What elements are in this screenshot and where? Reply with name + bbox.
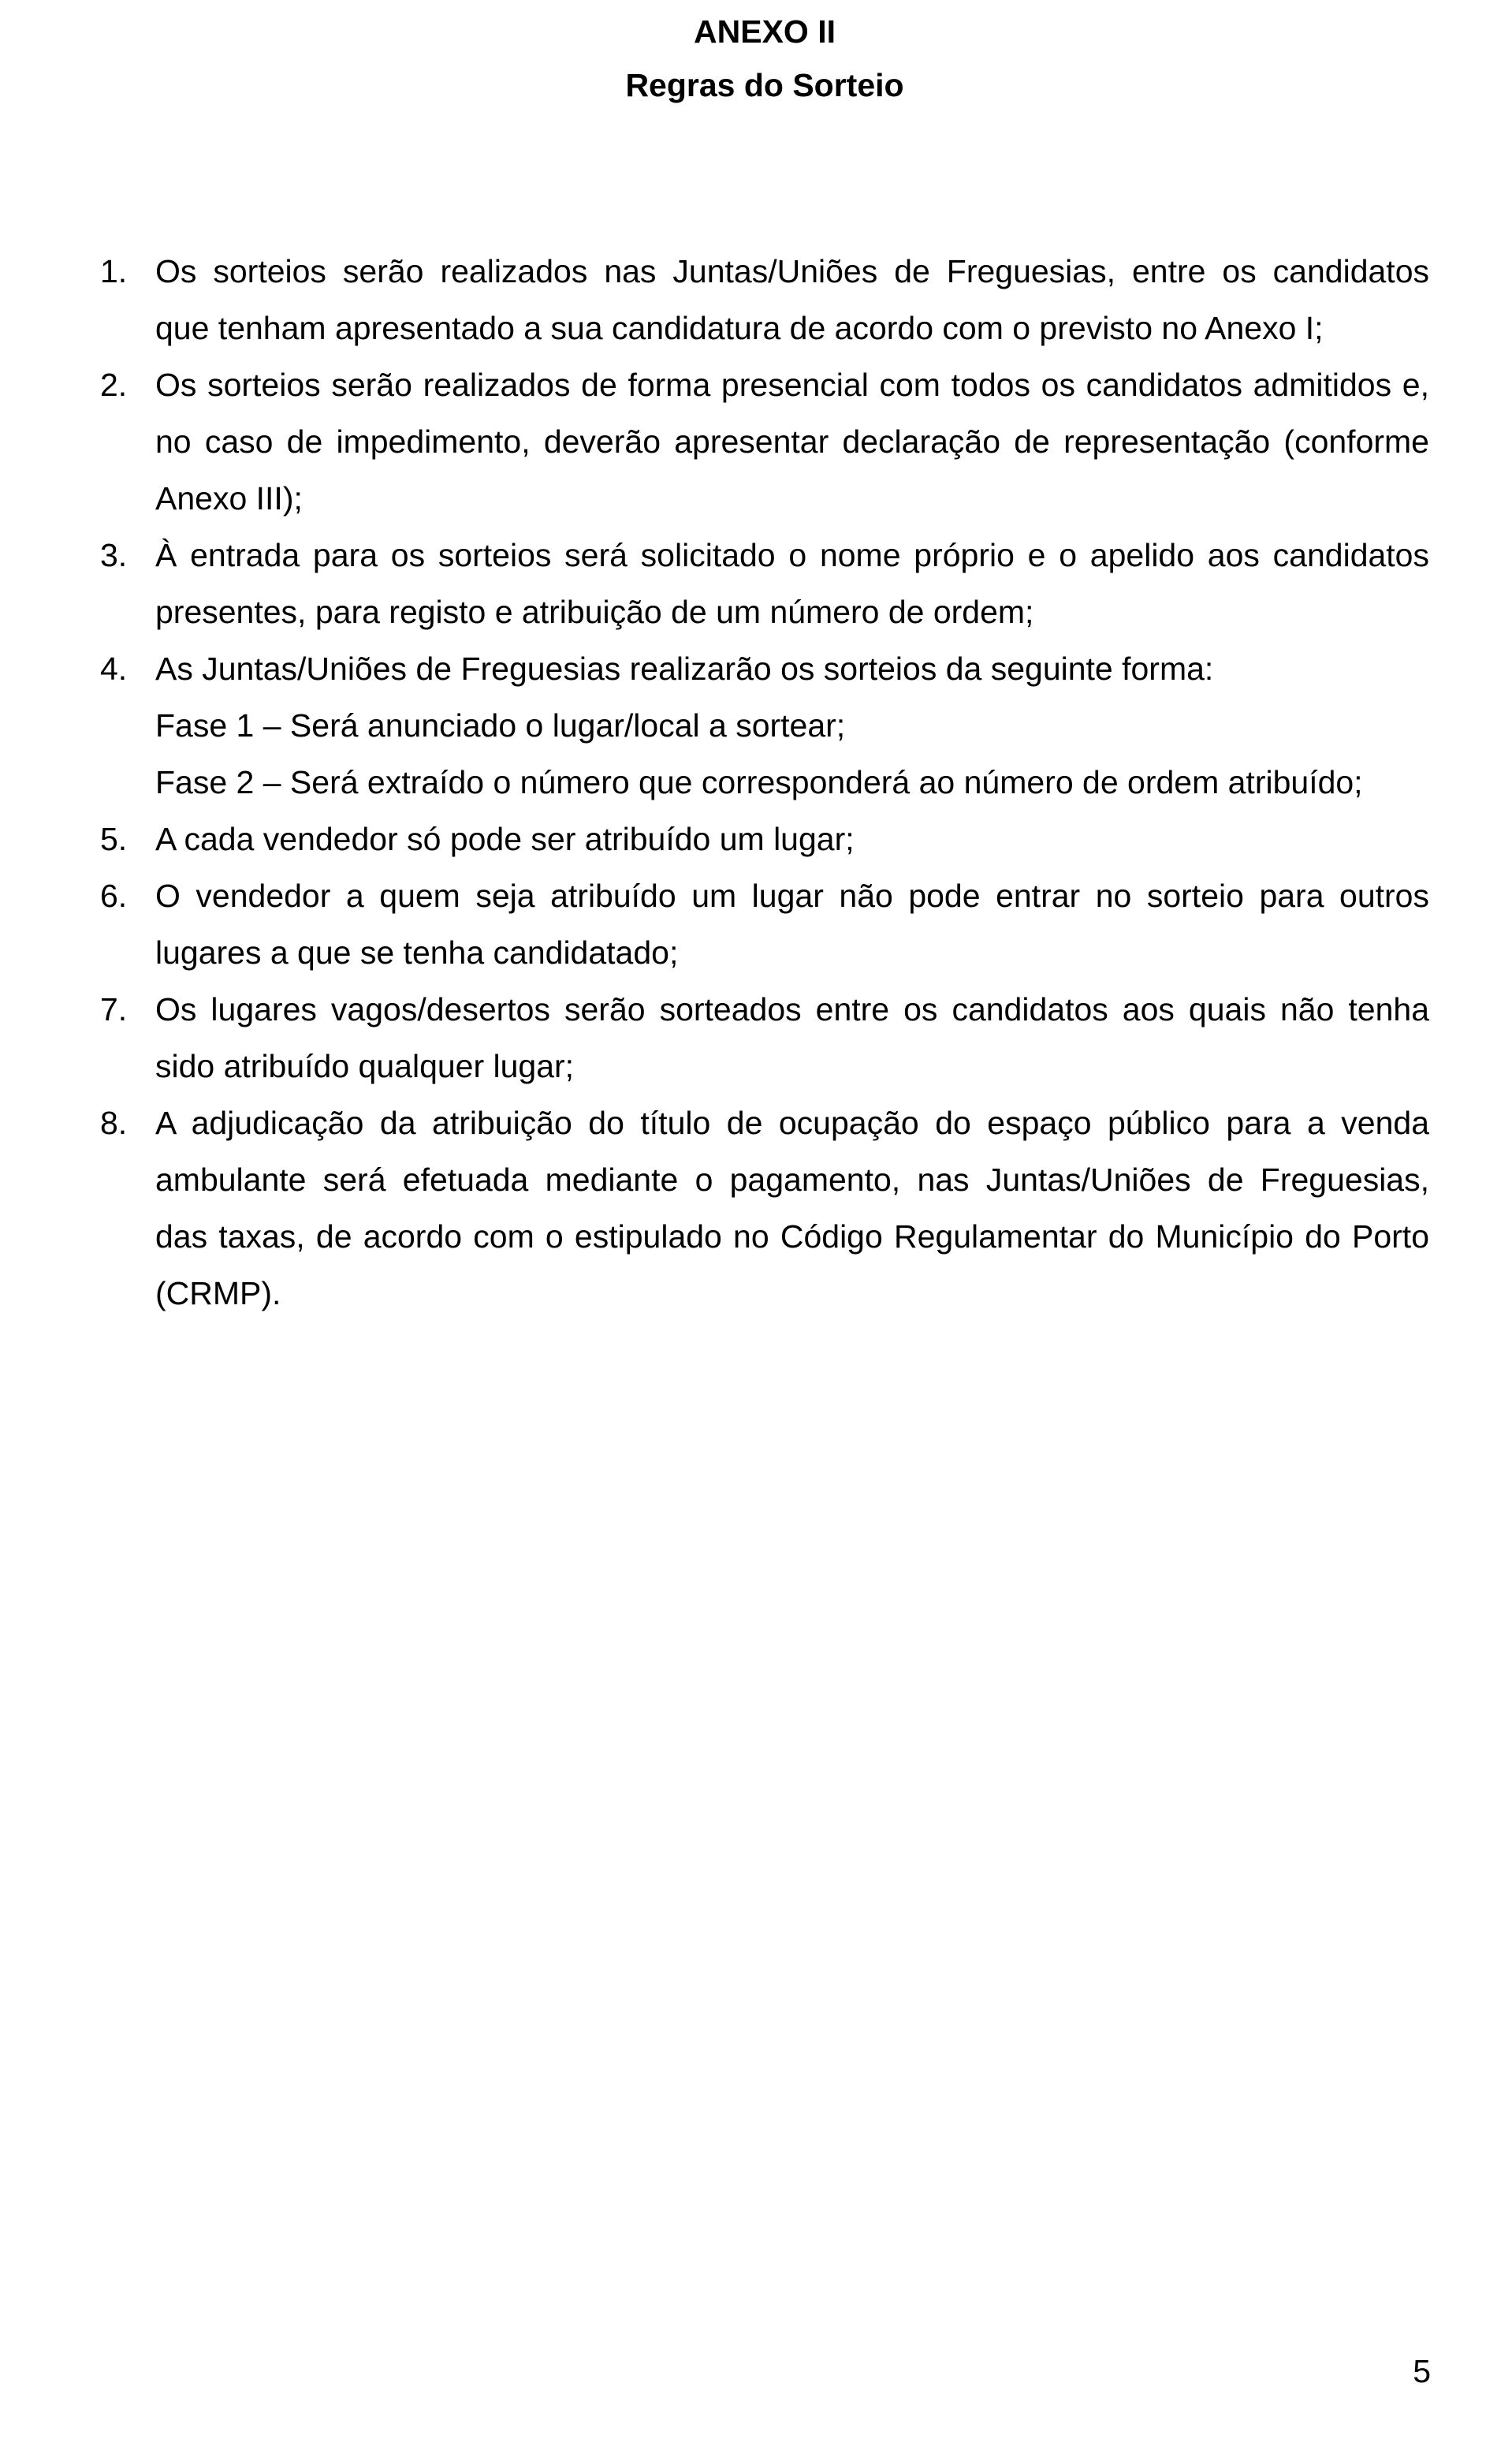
item-text [155, 243, 1429, 356]
item-number: 5. [100, 821, 128, 857]
page-number: 5 [1413, 2353, 1431, 2389]
text-line: sido atribuído qualquer lugar; [155, 1048, 575, 1084]
rules-list [0, 243, 1512, 1322]
list-item [100, 356, 1429, 527]
item-number: 4. [100, 651, 128, 687]
list-item [100, 981, 1429, 1095]
item-number: 2. [100, 367, 128, 403]
text-line: À entrada para os sorteios será solicitado o nome próprio e o apelido aos candidatos [155, 537, 1429, 573]
list-item [100, 527, 1429, 640]
text-line: que tenham apresentado a sua candidatura de acordo com o previsto no Anexo I; [155, 310, 1324, 346]
item-text [155, 356, 1429, 527]
list-item [100, 640, 1429, 811]
text-line: Anexo III); [155, 480, 303, 517]
item-text [155, 1095, 1429, 1322]
text-line: O vendedor a quem seja atribuído um lugar não pode entrar no sorteio para outros [155, 878, 1429, 914]
item-number: 1. [100, 253, 128, 289]
item-text [155, 640, 1429, 811]
item-text [155, 867, 1429, 981]
item-number: 3. [100, 537, 128, 573]
item-number: 6. [100, 878, 128, 914]
text-line: Os lugares vagos/desertos serão sorteados entre os candidatos aos quais não tenha [155, 991, 1429, 1027]
text-line: A adjudicação da atribuição do título de ocupação do espaço público para a venda [155, 1105, 1429, 1141]
text-line: Os sorteios serão realizados de forma presencial com todos os candidatos admitidos e, [155, 367, 1429, 403]
list-item [100, 243, 1429, 356]
item-number: 8. [100, 1105, 128, 1141]
text-line: no caso de impedimento, deverão apresentar declaração de representação (conforme [155, 423, 1429, 460]
item-text [155, 811, 1429, 867]
text-line: Fase 2 – Será extraído o número que corresponderá ao número de ordem atribuído; [155, 764, 1363, 800]
list-item [100, 1095, 1429, 1322]
text-line: presentes, para registo e atribuição de um número de ordem; [155, 594, 1034, 630]
page-title: ANEXO II [694, 13, 836, 50]
text-line: As Juntas/Uniões de Freguesias realizarão os sorteios da seguinte forma: [155, 651, 1214, 687]
list-item [100, 867, 1429, 981]
text-line: ambulante será efetuada mediante o pagamento, nas Juntas/Uniões de Freguesias, [155, 1162, 1429, 1198]
text-line: Fase 1 – Será anunciado o lugar/local a sortear; [155, 707, 846, 744]
text-line: Os sorteios serão realizados nas Juntas/Uniões de Freguesias, entre os candidatos [155, 253, 1429, 289]
text-line: das taxas, de acordo com o estipulado no Código Regulamentar do Município do Porto [155, 1218, 1429, 1255]
text-line: (CRMP). [155, 1275, 281, 1311]
item-text [155, 527, 1429, 640]
text-line: lugares a que se tenha candidatado; [155, 934, 679, 971]
item-text [155, 981, 1429, 1095]
list-item [100, 811, 1429, 867]
item-number: 7. [100, 991, 128, 1027]
page-subtitle: Regras do Sorteio [625, 67, 904, 103]
text-line: A cada vendedor só pode ser atribuído um lugar; [155, 821, 855, 857]
